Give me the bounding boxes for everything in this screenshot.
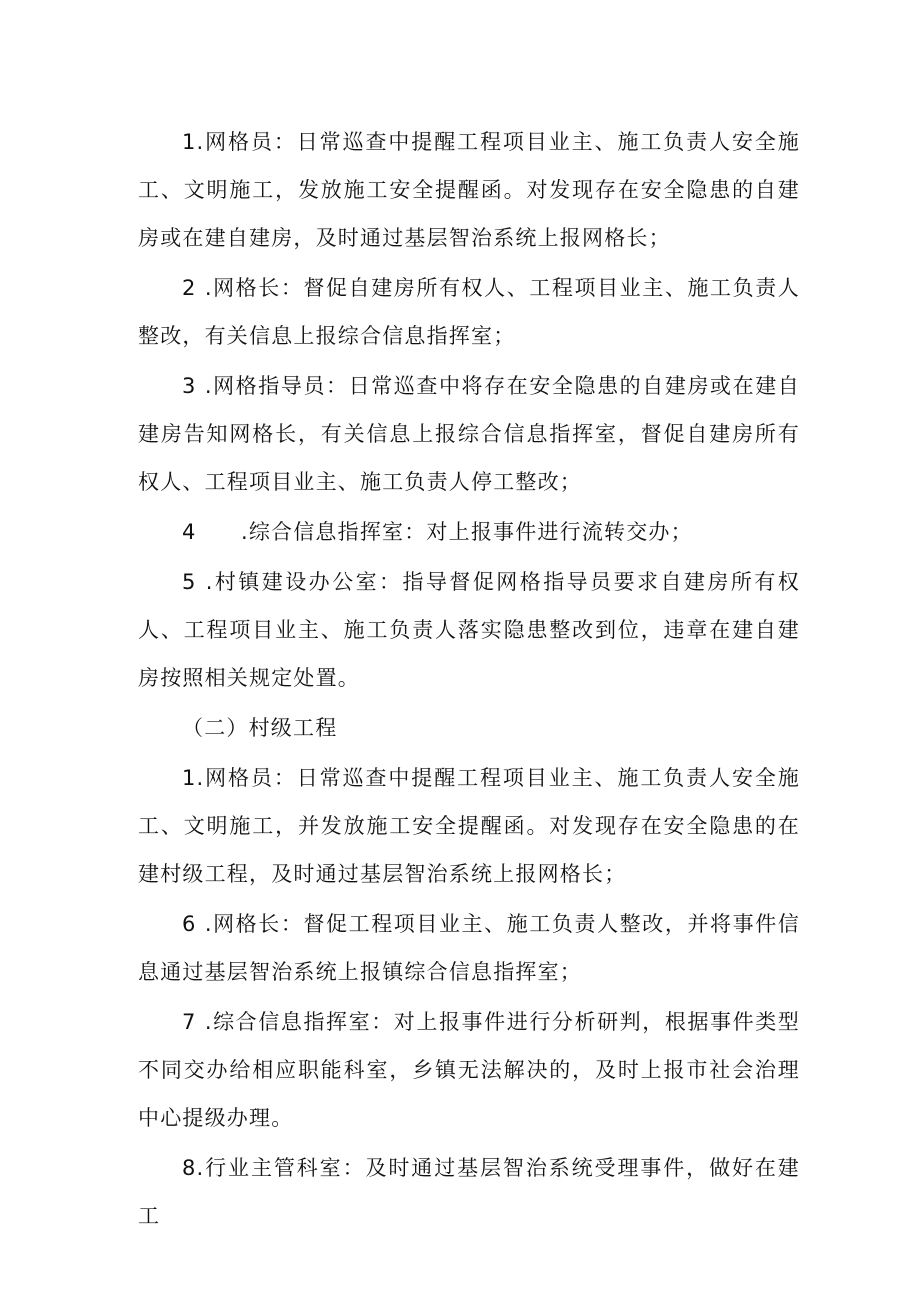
paragraph-grid-leader: 2 .网格长：督促自建房所有权人、工程项目业主、施工负责人整改，有关信息上报综合信息指挥室； [138, 276, 800, 348]
section-heading-village-projects: （二）村级工程 [182, 716, 338, 740]
paragraph-village-grid-member: 1.网格员：日常巡查中提醒工程项目业主、施工负责人安全施工、文明施工，并发放施工安全提醒函。对发现存在安全隐患的在建村级工程，及时通过基层智治系统上报网格长； [138, 766, 800, 886]
paragraph-industry-department: 8.行业主管科室：及时通过基层智治系统受理事件，做好在建工 [138, 1156, 800, 1228]
paragraph-grid-instructor: 3 .网格指导员：日常巡查中将存在安全隐患的自建房或在建自建房告知网格长，有关信息上报综合信息指挥室，督促自建房所有权人、工程项目业主、施工负责人停工整改； [138, 374, 800, 494]
paragraph-construction-office: 5 .村镇建设办公室：指导督促网格指导员要求自建房所有权人、工程项目业主、施工负责人落实隐患整改到位，违章在建自建房按照相关规定处置。 [138, 570, 800, 690]
paragraph-command-room: 4 .综合信息指挥室：对上报事件进行流转交办； [182, 520, 693, 544]
paragraph-grid-member: 1.网格员：日常巡查中提醒工程项目业主、施工负责人安全施工、文明施工，发放施工安全提醒函。对发现存在安全隐患的自建房或在建自建房，及时通过基层智治系统上报网格长； [138, 130, 800, 250]
paragraph-village-grid-leader: 6 .网格长：督促工程项目业主、施工负责人整改，并将事件信息通过基层智治系统上报镇综合信息指挥室； [138, 912, 800, 984]
document-body [138, 118, 800, 1242]
paragraph-village-command-room: 7 .综合信息指挥室：对上报事件进行分析研判，根据事件类型不同交办给相应职能科室，乡镇无法解决的，及时上报市社会治理中心提级办理。 [138, 1010, 800, 1130]
